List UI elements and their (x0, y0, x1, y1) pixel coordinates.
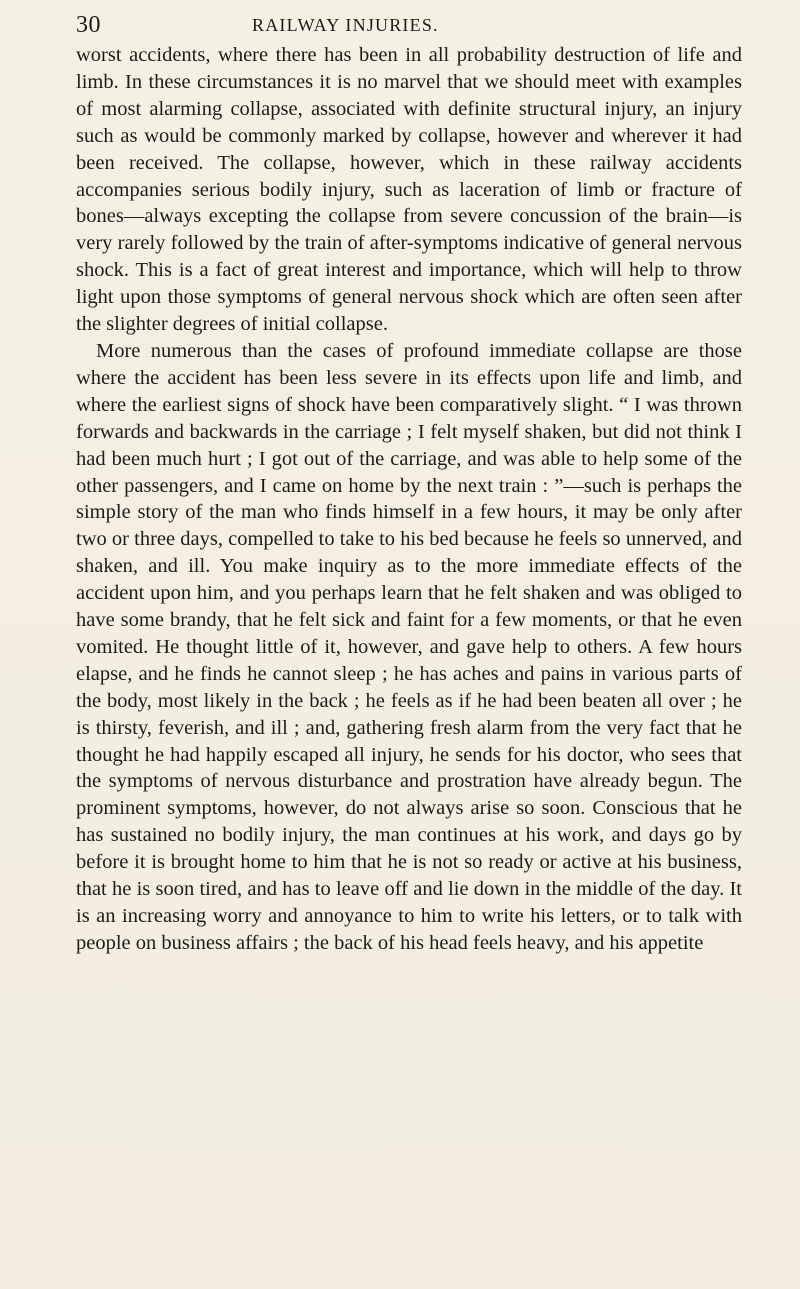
paragraph-1: worst accidents, where there has been in all probability destruction of life and limb. In these circumstances it is no marvel that we should meet with examples of most alarming collapse, associated with definite structural injury, an injury such as would be commonly marked by collapse, however and wherever it had been received. The collapse, however, which in these railway accidents accompanies serious bodily injury, such as laceration of limb or fracture of bones—always excepting the collapse from severe concussion of the brain—is very rarely followed by the train of after-symptoms indicative of general nervous shock. This is a fact of great interest and importance, which will help to throw light upon those symptoms of general nervous shock which are often seen after the slighter degrees of initial collapse. (76, 44, 742, 336)
body-text (76, 42, 742, 957)
running-title: RAILWAY INJURIES. (252, 15, 439, 35)
paragraph-2: More numerous than the cases of profound immediate collapse are those where the accident has been less severe in its effects upon life and limb, and where the earliest signs of shock have been comparatively slight. “ I was thrown forwards and backwards in the carriage ; I felt myself shaken, but did not think I had been much hurt ; I got out of the carriage, and was able to help some of the other passengers, and I came on home by the next train : ”—such is perhaps the simple story of the man who finds himself in a few hours, it may be only after two or three days, compelled to take to his bed because he feels so unnerved, and shaken, and ill. You make inquiry as to the more immediate effects of the accident upon him, and you perhaps learn that he felt shaken and was obliged to have some brandy, that he felt sick and faint for a few moments, or that he even vomited. He thought little of it, however, and gave help to others. A few hours elapse, and he finds he cannot sleep ; he has aches and pains in various parts of the body, most likely in the back ; he feels as if he had been beaten all over ; he is thirsty, feverish, and ill ; and, gathering fresh alarm from the very fact that he thought he had happily escaped all injury, he sends for his doctor, who sees that the symptoms of nervous disturbance and prostration have already begun. The prominent symptoms, however, do not always arise so soon. Conscious that he has sustained no bodily injury, the man continues at his work, and days go by before it is brought home to him that he is not so ready or active at his business, that he is soon tired, and has to leave off and lie down in the middle of the day. It is an increasing worry and annoyance to him to write his letters, or to talk with people on business affairs ; the back of his head feels heavy, and his appetite (76, 339, 742, 954)
page-number: 30 (76, 12, 101, 38)
page-header (76, 0, 742, 42)
